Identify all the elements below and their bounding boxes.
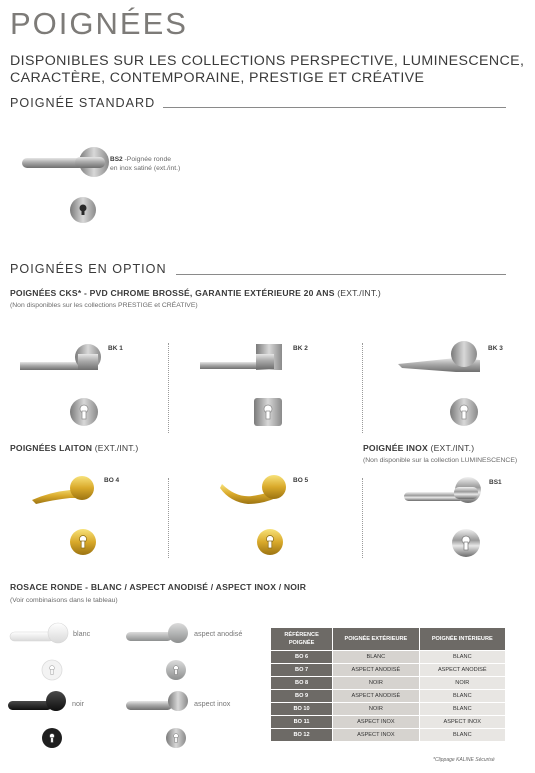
bs2-rosette-image bbox=[68, 195, 98, 225]
rosette-blanc-image bbox=[40, 658, 64, 682]
standard-heading: POIGNÉE STANDARD bbox=[10, 96, 156, 110]
int-cell: ASPECT INOX bbox=[419, 716, 505, 729]
laiton-title-text: POIGNÉES LAITON bbox=[10, 443, 93, 453]
page-title: POIGNÉES bbox=[10, 6, 188, 41]
handle-bs1-image bbox=[402, 474, 486, 510]
inox-note: (Non disponible sur la collection LUMINESCENCE) bbox=[363, 457, 518, 464]
handle-bk1-image bbox=[18, 340, 108, 380]
inox-title-suffix: (EXT./INT.) bbox=[427, 443, 475, 453]
ref-cell: BO 6 bbox=[271, 651, 333, 664]
int-cell: ASPECT ANODISÉ bbox=[419, 664, 505, 677]
rosette-noir-image bbox=[40, 726, 64, 750]
bs2-code: BS2 bbox=[110, 156, 123, 163]
collections-subtitle: DISPONIBLES SUR LES COLLECTIONS PERSPECTIVE, LUMINESCENCE, CARACTÈRE, CONTEMPORAINE, PRESTIGE ET CRÉATIVE bbox=[10, 53, 525, 86]
ext-cell: ASPECT ANODISÉ bbox=[333, 690, 419, 703]
footnote: *Clippage KALINE Sécurisé bbox=[433, 757, 495, 763]
rosette-inox-image bbox=[164, 726, 188, 750]
table-row bbox=[271, 677, 506, 690]
handle-bo4-image bbox=[30, 472, 100, 506]
combination-table bbox=[270, 627, 506, 742]
cks-title bbox=[10, 288, 381, 298]
table-row bbox=[271, 690, 506, 703]
bs2-desc-2: en inox satiné (ext./int.) bbox=[110, 165, 181, 172]
bk1-rosette-image bbox=[68, 396, 100, 428]
handle-anodise-image bbox=[124, 622, 190, 648]
handle-blanc-image bbox=[8, 622, 70, 648]
bo4-rosette-image bbox=[68, 527, 98, 557]
int-cell: BLANC bbox=[419, 690, 505, 703]
bk2-rosette-image bbox=[252, 396, 284, 428]
rosace-note: (Voir combinaisons dans le tableau) bbox=[10, 597, 118, 604]
table-header-row bbox=[271, 628, 506, 651]
ext-cell: NOIR bbox=[333, 703, 419, 716]
inox-title-text: POIGNÉE INOX bbox=[363, 443, 428, 453]
ref-cell: BO 11 bbox=[271, 716, 333, 729]
label-blanc: blanc bbox=[73, 629, 91, 638]
bo5-rosette-image bbox=[255, 527, 285, 557]
handle-bk3-image bbox=[394, 338, 486, 380]
separator-3 bbox=[168, 478, 169, 558]
cks-title-text: POIGNÉES CKS* - PVD CHROME BROSSÉ, GARANTIE EXTÉRIEURE 20 ANS bbox=[10, 288, 335, 298]
ref-cell: BO 7 bbox=[271, 664, 333, 677]
ref-cell: BO 10 bbox=[271, 703, 333, 716]
label-noir: noir bbox=[72, 699, 84, 708]
header-reference: RÉFÉRENCE POIGNÉE bbox=[271, 628, 333, 651]
laiton-title bbox=[10, 443, 138, 453]
bs1-code: BS1 bbox=[489, 479, 502, 486]
label-inox: aspect inox bbox=[194, 699, 231, 708]
cks-note: (Non disponibles sur les collections PRESTIGE et CRÉATIVE) bbox=[10, 302, 198, 309]
label-anodise: aspect anodisé bbox=[194, 629, 243, 638]
table-row bbox=[271, 651, 506, 664]
table-row bbox=[271, 703, 506, 716]
table-row bbox=[271, 664, 506, 677]
handle-inox-image bbox=[124, 690, 190, 716]
bk1-code: BK 1 bbox=[108, 345, 123, 352]
header-interieure: POIGNÉE INTÉRIEURE bbox=[419, 628, 505, 651]
bk3-rosette-image bbox=[448, 396, 480, 428]
ext-cell: ASPECT INOX bbox=[333, 729, 419, 742]
ext-cell: BLANC bbox=[333, 651, 419, 664]
rosette-anodise-image bbox=[164, 658, 188, 682]
options-rule bbox=[176, 274, 506, 275]
ext-cell: NOIR bbox=[333, 677, 419, 690]
separator-2 bbox=[362, 343, 363, 433]
cks-title-suffix: (EXT./INT.) bbox=[334, 288, 381, 298]
header-exterieure: POIGNÉE EXTÉRIEURE bbox=[333, 628, 419, 651]
table-row bbox=[271, 729, 506, 742]
bo4-code: BO 4 bbox=[104, 477, 120, 484]
ref-cell: BO 9 bbox=[271, 690, 333, 703]
bo5-code: BO 5 bbox=[293, 477, 309, 484]
bk3-code: BK 3 bbox=[488, 345, 503, 352]
ref-cell: BO 8 bbox=[271, 677, 333, 690]
separator-1 bbox=[168, 343, 169, 433]
bs2-desc-1: -Poignée ronde bbox=[122, 156, 172, 163]
separator-4 bbox=[362, 478, 363, 558]
bs1-rosette-image bbox=[450, 527, 482, 559]
ref-cell: BO 12 bbox=[271, 729, 333, 742]
handle-bo5-image bbox=[218, 470, 290, 510]
handle-bk2-image bbox=[198, 340, 288, 380]
bk2-code: BK 2 bbox=[293, 345, 308, 352]
int-cell: BLANC bbox=[419, 729, 505, 742]
handle-bs2-image bbox=[20, 143, 110, 183]
inox-title bbox=[363, 443, 474, 453]
int-cell: BLANC bbox=[419, 703, 505, 716]
handle-noir-image bbox=[6, 690, 68, 716]
bs2-description bbox=[110, 155, 180, 173]
options-heading: POIGNÉES EN OPTION bbox=[10, 262, 167, 276]
table-row bbox=[271, 716, 506, 729]
int-cell: BLANC bbox=[419, 651, 505, 664]
laiton-title-suffix: (EXT./INT.) bbox=[92, 443, 139, 453]
standard-rule bbox=[163, 107, 506, 108]
int-cell: NOIR bbox=[419, 677, 505, 690]
ext-cell: ASPECT ANODISÉ bbox=[333, 664, 419, 677]
ext-cell: ASPECT INOX bbox=[333, 716, 419, 729]
rosace-title: ROSACE RONDE - BLANC / ASPECT ANODISÉ / ASPECT INOX / NOIR bbox=[10, 582, 307, 592]
